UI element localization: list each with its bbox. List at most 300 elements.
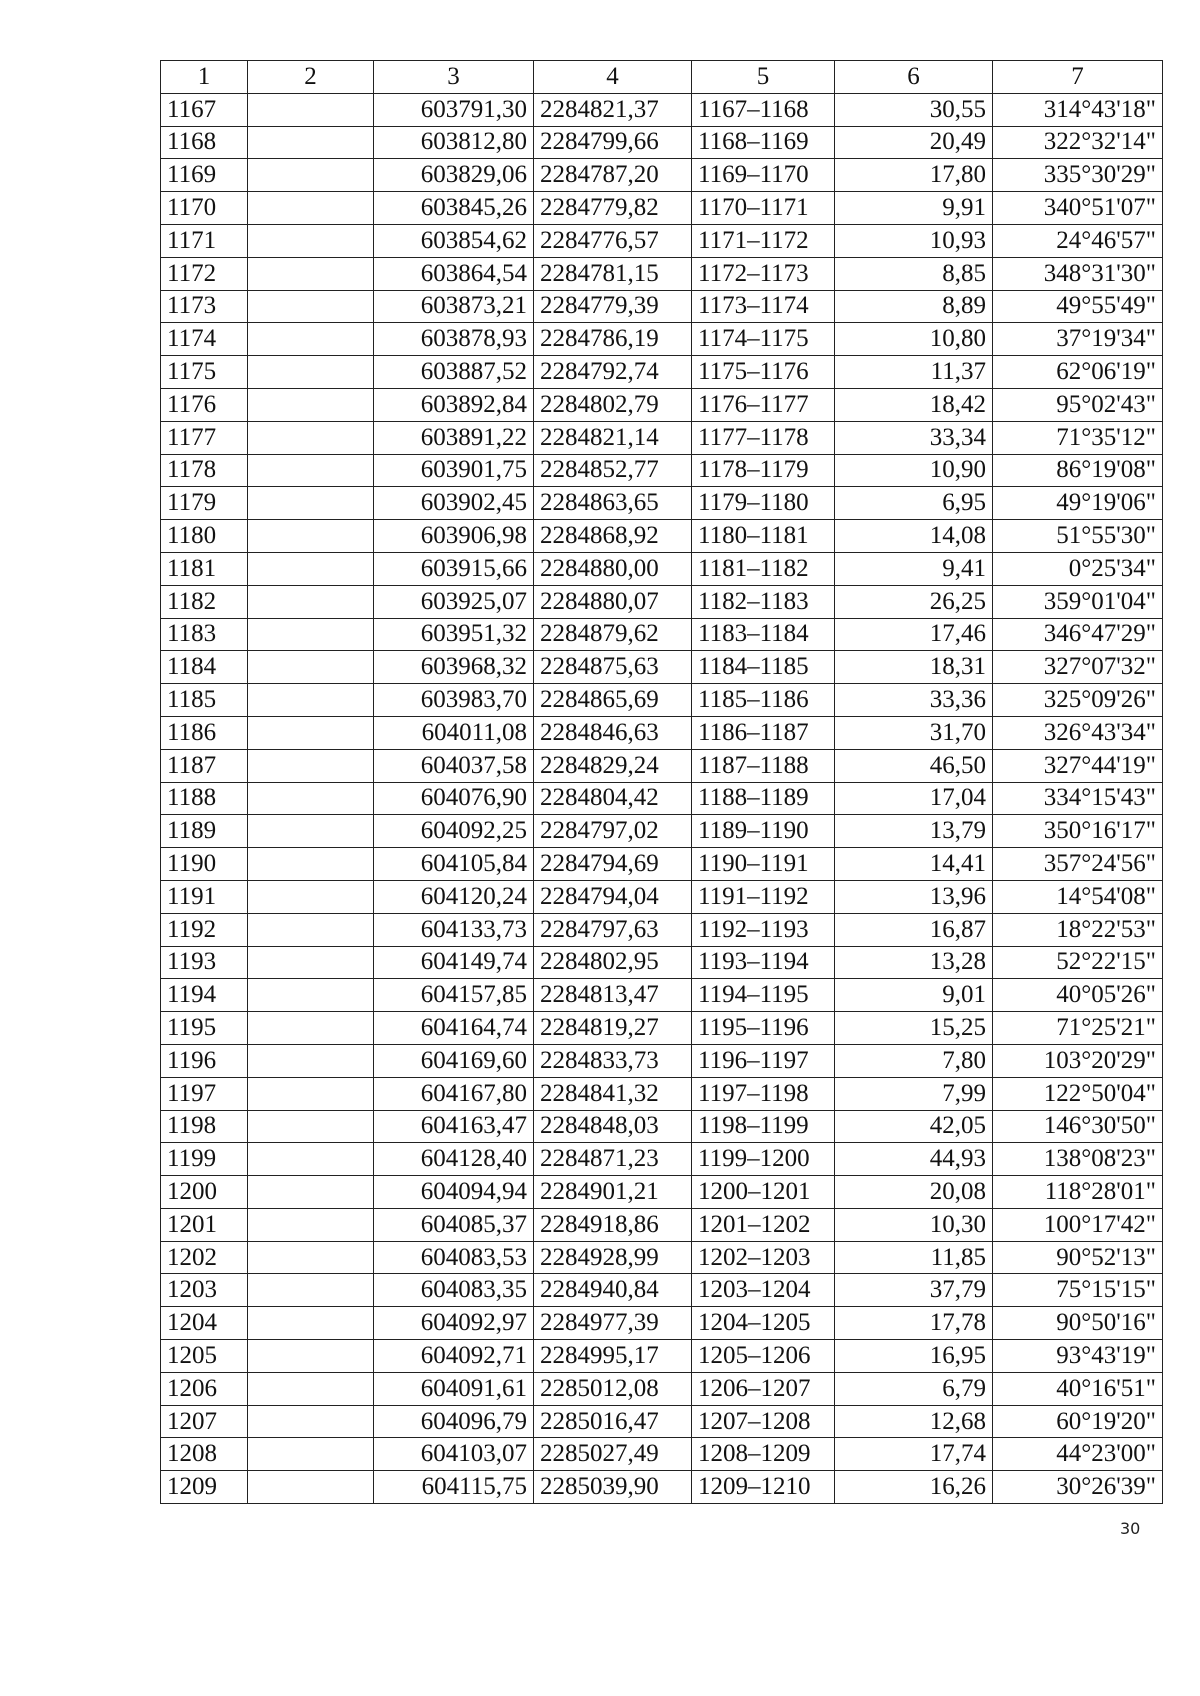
table-cell: [248, 1438, 374, 1471]
column-header: 4: [534, 61, 692, 94]
table-cell: 6,95: [835, 487, 993, 520]
table-cell: 1187–1188: [692, 749, 835, 782]
table-cell: [248, 290, 374, 323]
table-cell: 2284821,14: [534, 421, 692, 454]
table-cell: 1197–1198: [692, 1077, 835, 1110]
table-row: [161, 815, 1163, 848]
table-row: [161, 1241, 1163, 1274]
table-cell: 1205: [161, 1340, 248, 1373]
table-cell: 1193–1194: [692, 946, 835, 979]
table-cell: 603845,26: [374, 192, 534, 225]
table-cell: [248, 585, 374, 618]
table-cell: 16,26: [835, 1471, 993, 1504]
table-cell: 1196–1197: [692, 1044, 835, 1077]
table-cell: 604164,74: [374, 1012, 534, 1045]
table-cell: 1170: [161, 192, 248, 225]
table-cell: 1201–1202: [692, 1208, 835, 1241]
table-row: [161, 520, 1163, 553]
table-header-row: [161, 61, 1163, 94]
table-cell: 1188: [161, 782, 248, 815]
table-cell: 2284804,42: [534, 782, 692, 815]
table-cell: 1168–1169: [692, 126, 835, 159]
table-cell: 18,31: [835, 651, 993, 684]
table-cell: 1189–1190: [692, 815, 835, 848]
table-cell: 2284995,17: [534, 1340, 692, 1373]
table-cell: 46,50: [835, 749, 993, 782]
table-cell: 1205–1206: [692, 1340, 835, 1373]
table-cell: 2284829,24: [534, 749, 692, 782]
table-cell: 1180: [161, 520, 248, 553]
table-cell: 1172: [161, 257, 248, 290]
table-cell: 1169: [161, 159, 248, 192]
table-cell: 37°19'34": [993, 323, 1163, 356]
table-cell: [248, 1143, 374, 1176]
table-cell: 1172–1173: [692, 257, 835, 290]
table-cell: 20,08: [835, 1176, 993, 1209]
table-row: [161, 1143, 1163, 1176]
table-cell: [248, 1176, 374, 1209]
table-cell: 1208: [161, 1438, 248, 1471]
table-cell: 1183–1184: [692, 618, 835, 651]
table-cell: 10,30: [835, 1208, 993, 1241]
table-cell: 2284865,69: [534, 684, 692, 717]
table-cell: 71°35'12": [993, 421, 1163, 454]
table-cell: 2284879,62: [534, 618, 692, 651]
table-cell: 1175: [161, 356, 248, 389]
table-cell: 327°07'32": [993, 651, 1163, 684]
table-cell: 1184–1185: [692, 651, 835, 684]
table-row: [161, 1340, 1163, 1373]
table-cell: 604092,97: [374, 1307, 534, 1340]
table-cell: 314°43'18": [993, 93, 1163, 126]
table-cell: 603864,54: [374, 257, 534, 290]
table-cell: 2284821,37: [534, 93, 692, 126]
table-cell: 357°24'56": [993, 848, 1163, 881]
table-cell: [248, 1471, 374, 1504]
table-cell: 24°46'57": [993, 224, 1163, 257]
table-cell: 1209: [161, 1471, 248, 1504]
table-row: [161, 126, 1163, 159]
table-cell: 2284797,63: [534, 913, 692, 946]
table-cell: [248, 1307, 374, 1340]
table-cell: 16,87: [835, 913, 993, 946]
table-cell: 2284848,03: [534, 1110, 692, 1143]
table-cell: 1203: [161, 1274, 248, 1307]
table-cell: 16,95: [835, 1340, 993, 1373]
table-cell: 603878,93: [374, 323, 534, 356]
table-cell: [248, 782, 374, 815]
table-cell: 1191–1192: [692, 880, 835, 913]
table-cell: 604120,24: [374, 880, 534, 913]
table-cell: [248, 946, 374, 979]
table-cell: 604094,94: [374, 1176, 534, 1209]
table-row: [161, 979, 1163, 1012]
table-cell: 1198: [161, 1110, 248, 1143]
table-cell: 13,79: [835, 815, 993, 848]
table-cell: 2284779,82: [534, 192, 692, 225]
table-cell: 1192–1193: [692, 913, 835, 946]
table-cell: 2284802,79: [534, 388, 692, 421]
table-cell: [248, 1241, 374, 1274]
table-cell: 10,90: [835, 454, 993, 487]
table-cell: 603925,07: [374, 585, 534, 618]
table-row: [161, 782, 1163, 815]
table-cell: 2284792,74: [534, 356, 692, 389]
table-cell: 17,74: [835, 1438, 993, 1471]
table-cell: 2284846,63: [534, 716, 692, 749]
table-cell: 1207–1208: [692, 1405, 835, 1438]
table-cell: 1206–1207: [692, 1372, 835, 1405]
table-cell: [248, 913, 374, 946]
column-header: 3: [374, 61, 534, 94]
table-cell: 604149,74: [374, 946, 534, 979]
table-cell: 603854,62: [374, 224, 534, 257]
table-cell: 1198–1199: [692, 1110, 835, 1143]
table-cell: 603968,32: [374, 651, 534, 684]
column-header: 5: [692, 61, 835, 94]
table-cell: 334°15'43": [993, 782, 1163, 815]
table-cell: 103°20'29": [993, 1044, 1163, 1077]
table-cell: 8,85: [835, 257, 993, 290]
table-cell: 1181: [161, 552, 248, 585]
table-cell: 1174–1175: [692, 323, 835, 356]
table-cell: 1208–1209: [692, 1438, 835, 1471]
table-cell: 17,04: [835, 782, 993, 815]
table-cell: 2284819,27: [534, 1012, 692, 1045]
table-row: [161, 1208, 1163, 1241]
table-cell: 603887,52: [374, 356, 534, 389]
table-cell: 1169–1170: [692, 159, 835, 192]
table-cell: 1191: [161, 880, 248, 913]
table-row: [161, 1044, 1163, 1077]
table-cell: 2284813,47: [534, 979, 692, 1012]
table-cell: [248, 126, 374, 159]
table-cell: 1183: [161, 618, 248, 651]
table-cell: 1209–1210: [692, 1471, 835, 1504]
table-cell: 2284799,66: [534, 126, 692, 159]
table-cell: 2284794,04: [534, 880, 692, 913]
table-cell: 49°19'06": [993, 487, 1163, 520]
table-cell: 1201: [161, 1208, 248, 1241]
table-cell: 604092,25: [374, 815, 534, 848]
table-row: [161, 224, 1163, 257]
table-cell: 2285039,90: [534, 1471, 692, 1504]
table-cell: 1177–1178: [692, 421, 835, 454]
table-cell: 20,49: [835, 126, 993, 159]
table-cell: [248, 487, 374, 520]
table-cell: 346°47'29": [993, 618, 1163, 651]
table-cell: 2284875,63: [534, 651, 692, 684]
table-row: [161, 356, 1163, 389]
table-cell: 604011,08: [374, 716, 534, 749]
table-cell: 604091,61: [374, 1372, 534, 1405]
table-cell: 604169,60: [374, 1044, 534, 1077]
table-cell: [248, 684, 374, 717]
table-row: [161, 684, 1163, 717]
table-cell: 604076,90: [374, 782, 534, 815]
column-header: 2: [248, 61, 374, 94]
table-cell: 75°15'15": [993, 1274, 1163, 1307]
table-cell: 138°08'23": [993, 1143, 1163, 1176]
page-number: 30: [1120, 1519, 1141, 1538]
table-cell: [248, 848, 374, 881]
table-cell: 40°05'26": [993, 979, 1163, 1012]
table-cell: 1173: [161, 290, 248, 323]
table-cell: 17,78: [835, 1307, 993, 1340]
table-cell: 604105,84: [374, 848, 534, 881]
table-row: [161, 552, 1163, 585]
table-cell: 14°54'08": [993, 880, 1163, 913]
table-cell: 2284977,39: [534, 1307, 692, 1340]
table-cell: 12,68: [835, 1405, 993, 1438]
table-row: [161, 1012, 1163, 1045]
table-cell: 2284880,07: [534, 585, 692, 618]
table-row: [161, 585, 1163, 618]
table-cell: 1178: [161, 454, 248, 487]
table-cell: 37,79: [835, 1274, 993, 1307]
table-cell: 603951,32: [374, 618, 534, 651]
table-cell: 603983,70: [374, 684, 534, 717]
table-cell: [248, 388, 374, 421]
table-cell: 603902,45: [374, 487, 534, 520]
table-cell: 33,34: [835, 421, 993, 454]
table-cell: 9,01: [835, 979, 993, 1012]
table-cell: [248, 1405, 374, 1438]
table-cell: 1184: [161, 651, 248, 684]
table-cell: 1168: [161, 126, 248, 159]
table-cell: 146°30'50": [993, 1110, 1163, 1143]
table-cell: 2284802,95: [534, 946, 692, 979]
table-cell: [248, 880, 374, 913]
table-row: [161, 290, 1163, 323]
table-cell: [248, 618, 374, 651]
table-cell: 42,05: [835, 1110, 993, 1143]
table-cell: 1207: [161, 1405, 248, 1438]
column-header: 6: [835, 61, 993, 94]
table-cell: [248, 716, 374, 749]
table-cell: [248, 356, 374, 389]
table-cell: 1179–1180: [692, 487, 835, 520]
table-cell: [248, 323, 374, 356]
table-cell: 1175–1176: [692, 356, 835, 389]
table-cell: 325°09'26": [993, 684, 1163, 717]
table-cell: 348°31'30": [993, 257, 1163, 290]
table-cell: 2285012,08: [534, 1372, 692, 1405]
table-cell: [248, 1012, 374, 1045]
table-cell: 11,85: [835, 1241, 993, 1274]
table-row: [161, 618, 1163, 651]
table-row: [161, 1438, 1163, 1471]
table-cell: 1167: [161, 93, 248, 126]
table-row: [161, 388, 1163, 421]
table-cell: 2284841,32: [534, 1077, 692, 1110]
table-cell: 44°23'00": [993, 1438, 1163, 1471]
table-cell: 2284833,73: [534, 1044, 692, 1077]
table-cell: 2284918,86: [534, 1208, 692, 1241]
table-cell: 18,42: [835, 388, 993, 421]
table-cell: 1174: [161, 323, 248, 356]
table-cell: 604115,75: [374, 1471, 534, 1504]
table-cell: 0°25'34": [993, 552, 1163, 585]
table-cell: 14,08: [835, 520, 993, 553]
table-cell: 1202–1203: [692, 1241, 835, 1274]
table-cell: [248, 93, 374, 126]
table-row: [161, 913, 1163, 946]
table-cell: 18°22'53": [993, 913, 1163, 946]
table-cell: 1204–1205: [692, 1307, 835, 1340]
table-cell: 10,80: [835, 323, 993, 356]
table-cell: 1194: [161, 979, 248, 1012]
table-cell: 2284786,19: [534, 323, 692, 356]
table-cell: 2284871,23: [534, 1143, 692, 1176]
table-cell: 1196: [161, 1044, 248, 1077]
table-row: [161, 651, 1163, 684]
table-cell: 8,89: [835, 290, 993, 323]
table-cell: 93°43'19": [993, 1340, 1163, 1373]
table-cell: 604133,73: [374, 913, 534, 946]
table-cell: 604103,07: [374, 1438, 534, 1471]
table-cell: 1171: [161, 224, 248, 257]
table-cell: 1199–1200: [692, 1143, 835, 1176]
table-cell: 1194–1195: [692, 979, 835, 1012]
table-cell: 1203–1204: [692, 1274, 835, 1307]
table-cell: [248, 1077, 374, 1110]
table-cell: 26,25: [835, 585, 993, 618]
coordinates-table: [160, 60, 1163, 1504]
table-cell: 7,99: [835, 1077, 993, 1110]
table-cell: 60°19'20": [993, 1405, 1163, 1438]
table-cell: 1193: [161, 946, 248, 979]
table-cell: 118°28'01": [993, 1176, 1163, 1209]
table-cell: 2284781,15: [534, 257, 692, 290]
table-cell: 603891,22: [374, 421, 534, 454]
table-cell: 1206: [161, 1372, 248, 1405]
table-row: [161, 487, 1163, 520]
table-cell: 13,28: [835, 946, 993, 979]
table-cell: [248, 1274, 374, 1307]
table-cell: 604163,47: [374, 1110, 534, 1143]
table-cell: 2284868,92: [534, 520, 692, 553]
table-cell: 1188–1189: [692, 782, 835, 815]
table-cell: 2284928,99: [534, 1241, 692, 1274]
table-cell: 604128,40: [374, 1143, 534, 1176]
table-cell: 7,80: [835, 1044, 993, 1077]
table-cell: 604092,71: [374, 1340, 534, 1373]
table-cell: [248, 421, 374, 454]
table-cell: 1200: [161, 1176, 248, 1209]
table-cell: 326°43'34": [993, 716, 1163, 749]
table-cell: [248, 1110, 374, 1143]
table-cell: 95°02'43": [993, 388, 1163, 421]
table-cell: 340°51'07": [993, 192, 1163, 225]
table-cell: 603901,75: [374, 454, 534, 487]
table-cell: 100°17'42": [993, 1208, 1163, 1241]
table-cell: 1176: [161, 388, 248, 421]
table-cell: 1179: [161, 487, 248, 520]
table-cell: 11,37: [835, 356, 993, 389]
table-row: [161, 848, 1163, 881]
table-cell: 1186–1187: [692, 716, 835, 749]
table-cell: 1177: [161, 421, 248, 454]
table-cell: 2285027,49: [534, 1438, 692, 1471]
table-cell: 603892,84: [374, 388, 534, 421]
table-row: [161, 257, 1163, 290]
table-cell: 603791,30: [374, 93, 534, 126]
table-cell: [248, 1208, 374, 1241]
table-row: [161, 946, 1163, 979]
table-cell: [248, 224, 374, 257]
table-cell: [248, 749, 374, 782]
table-cell: [248, 520, 374, 553]
column-header: 1: [161, 61, 248, 94]
table-cell: 86°19'08": [993, 454, 1163, 487]
table-cell: 51°55'30": [993, 520, 1163, 553]
table-cell: 603873,21: [374, 290, 534, 323]
table-cell: 2284797,02: [534, 815, 692, 848]
table-cell: [248, 257, 374, 290]
table-cell: 604083,35: [374, 1274, 534, 1307]
table-row: [161, 93, 1163, 126]
table-cell: 1186: [161, 716, 248, 749]
table-cell: 1173–1174: [692, 290, 835, 323]
table-cell: 322°32'14": [993, 126, 1163, 159]
table-cell: 90°52'13": [993, 1241, 1163, 1274]
table-cell: 350°16'17": [993, 815, 1163, 848]
table-cell: 1197: [161, 1077, 248, 1110]
table-cell: 49°55'49": [993, 290, 1163, 323]
table-row: [161, 880, 1163, 913]
table-cell: 2284776,57: [534, 224, 692, 257]
table-cell: 1185: [161, 684, 248, 717]
table-cell: [248, 1372, 374, 1405]
table-cell: [248, 651, 374, 684]
table-cell: 1182: [161, 585, 248, 618]
table-body: [161, 93, 1163, 1503]
table-row: [161, 1471, 1163, 1504]
table-cell: 90°50'16": [993, 1307, 1163, 1340]
table-cell: 1185–1186: [692, 684, 835, 717]
table-cell: 2284794,69: [534, 848, 692, 881]
table-cell: [248, 159, 374, 192]
table-cell: 2284787,20: [534, 159, 692, 192]
table-cell: 603915,66: [374, 552, 534, 585]
table-row: [161, 749, 1163, 782]
table-cell: 1167–1168: [692, 93, 835, 126]
table-cell: 17,46: [835, 618, 993, 651]
table-cell: 1195–1196: [692, 1012, 835, 1045]
table-cell: 52°22'15": [993, 946, 1163, 979]
table-row: [161, 716, 1163, 749]
table-cell: 30,55: [835, 93, 993, 126]
table-cell: 603829,06: [374, 159, 534, 192]
table-cell: 17,80: [835, 159, 993, 192]
table-cell: 604083,53: [374, 1241, 534, 1274]
table-row: [161, 454, 1163, 487]
table-row: [161, 1077, 1163, 1110]
table-cell: 1171–1172: [692, 224, 835, 257]
table-cell: 15,25: [835, 1012, 993, 1045]
table-cell: 10,93: [835, 224, 993, 257]
table-cell: 9,41: [835, 552, 993, 585]
table-cell: 2284863,65: [534, 487, 692, 520]
table-cell: 1195: [161, 1012, 248, 1045]
table-cell: 604167,80: [374, 1077, 534, 1110]
table-cell: 1182–1183: [692, 585, 835, 618]
table-cell: [248, 192, 374, 225]
table-cell: 9,91: [835, 192, 993, 225]
table-cell: 603812,80: [374, 126, 534, 159]
table-cell: 1202: [161, 1241, 248, 1274]
